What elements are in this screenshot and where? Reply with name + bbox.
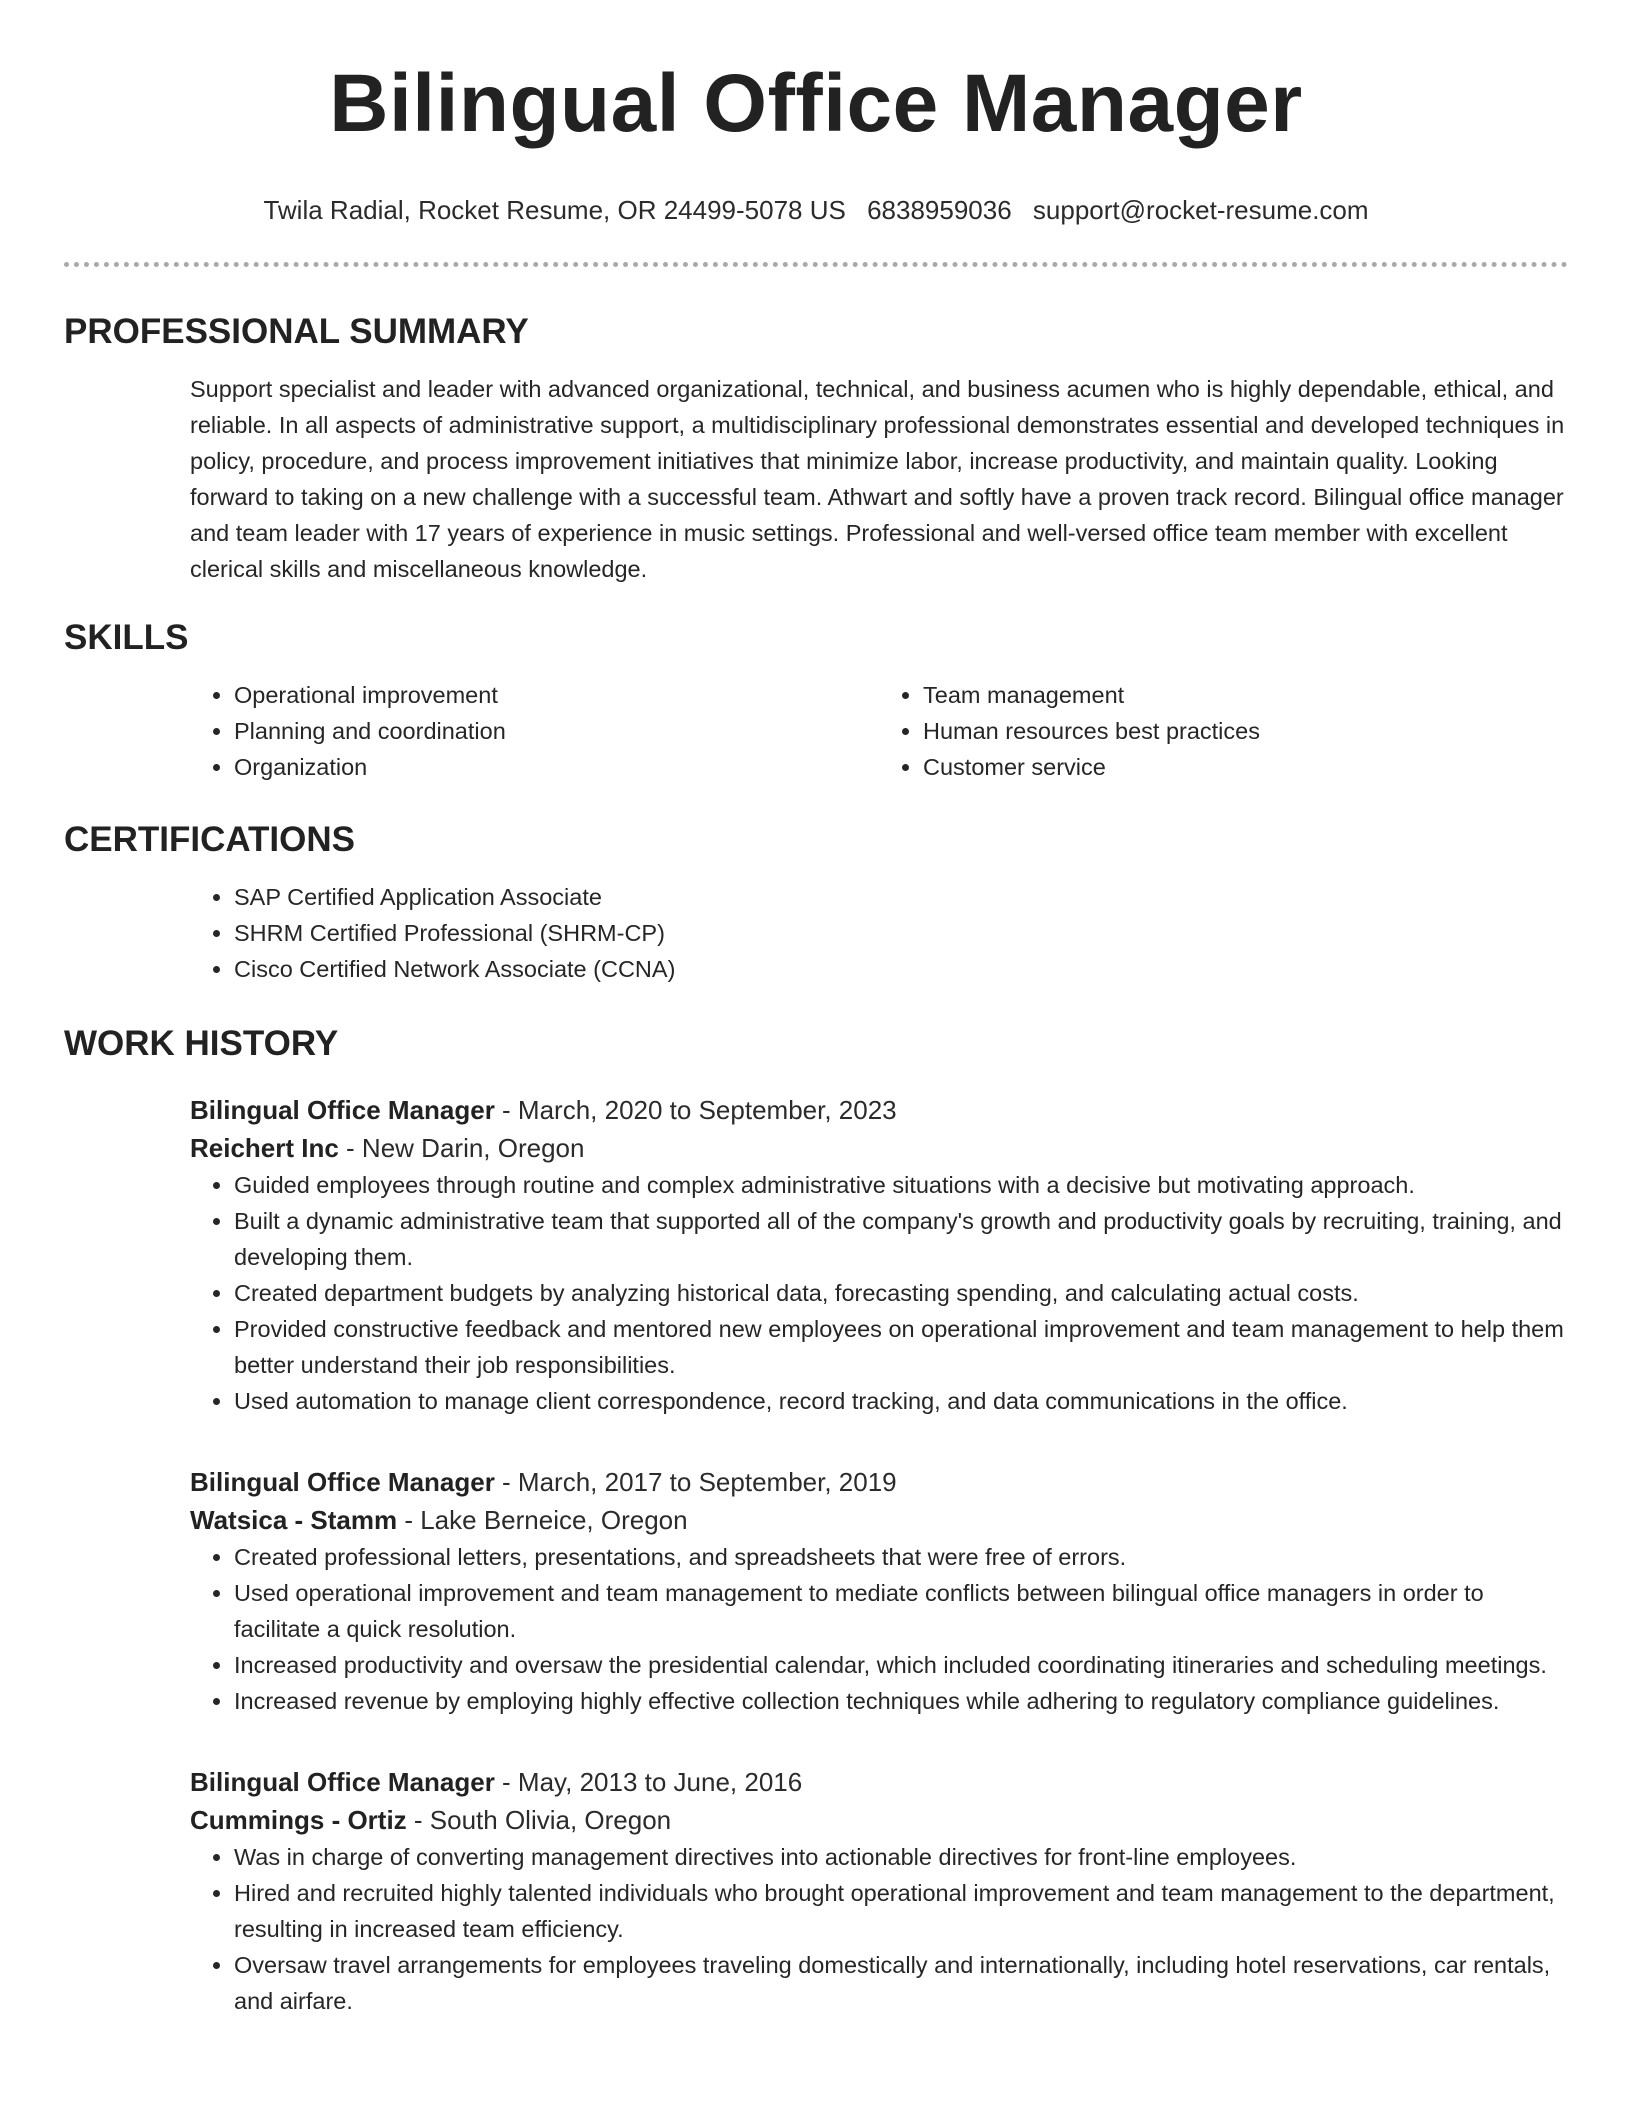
job-location: - South Olivia, Oregon xyxy=(406,1805,672,1835)
skill-item: • Customer service xyxy=(923,749,1568,785)
job-role: Bilingual Office Manager xyxy=(190,1467,495,1497)
job-bullet: • Provided constructive feedback and mentored new employees on operational improvement and team management to help them better understand their job responsibilities. xyxy=(234,1311,1568,1383)
job-bullet: • Oversaw travel arrangements for employees traveling domestically and internationally, including hotel reservations, car rentals, and airfare. xyxy=(234,1947,1568,2019)
header-divider xyxy=(64,262,1568,267)
job-company: Watsica - Stamm xyxy=(190,1505,398,1535)
contact-email: support@rocket-resume.com xyxy=(1032,195,1369,225)
certification-item: • SAP Certified Application Associate xyxy=(234,879,1568,915)
job-bullet: • Guided employees through routine and complex administrative situations with a decisive but motivating approach. xyxy=(234,1167,1568,1203)
certification-item: • Cisco Certified Network Associate (CCNA) xyxy=(234,951,1568,987)
work-history-section xyxy=(64,1023,1568,2019)
job-bullet: • Was in charge of converting management directives into actionable directives for front-line employees. xyxy=(234,1839,1568,1875)
contact-phone: 6838959036 xyxy=(867,195,1012,225)
certification-item: • SHRM Certified Professional (SHRM-CP) xyxy=(234,915,1568,951)
job-location: - New Darin, Oregon xyxy=(338,1133,585,1163)
skill-item: • Organization xyxy=(234,749,879,785)
resume-name: Bilingual Office Manager xyxy=(329,58,1303,149)
job-company: Reichert Inc xyxy=(190,1133,339,1163)
skills-heading: SKILLS xyxy=(64,618,189,657)
job-bullet-list xyxy=(190,1167,1568,1419)
contact-address: Twila Radial, Rocket Resume, OR 24499-5078 US xyxy=(263,195,846,225)
certifications-heading: CERTIFICATIONS xyxy=(64,820,356,859)
job-dates: - May, 2013 to June, 2016 xyxy=(494,1767,803,1797)
job-bullet: • Hired and recruited highly talented individuals who brought operational improvement and team management to the department, resulting in increased team efficiency. xyxy=(234,1875,1568,1947)
job-bullet: • Used automation to manage client correspondence, record tracking, and data communications in the office. xyxy=(234,1383,1568,1419)
job-role: Bilingual Office Manager xyxy=(190,1095,495,1125)
job-dates: - March, 2017 to September, 2019 xyxy=(494,1467,897,1497)
job-bullet: • Increased revenue by employing highly effective collection techniques while adhering to regulatory compliance guidelines. xyxy=(234,1683,1568,1719)
skill-item: • Planning and coordination xyxy=(234,713,879,749)
job-dates: - March, 2020 to September, 2023 xyxy=(494,1095,897,1125)
skill-item: • Operational improvement xyxy=(234,677,879,713)
summary-heading: PROFESSIONAL SUMMARY xyxy=(64,312,529,351)
skills-left-list xyxy=(190,677,879,785)
job-entry xyxy=(190,1763,1568,2019)
job-entry xyxy=(190,1091,1568,1419)
job-bullet: • Built a dynamic administrative team that supported all of the company's growth and productivity goals by recruiting, training, and developing them. xyxy=(234,1203,1568,1275)
job-company-line xyxy=(190,1129,1568,1167)
job-title-line xyxy=(190,1763,1568,1801)
certifications-section xyxy=(64,819,1568,987)
skills-section xyxy=(64,617,1568,785)
job-title-line xyxy=(190,1463,1568,1501)
work-history-heading: WORK HISTORY xyxy=(64,1024,339,1063)
skills-grid xyxy=(190,677,1568,785)
job-bullet-list xyxy=(190,1539,1568,1719)
certifications-list-wrap xyxy=(190,879,1568,987)
job-role: Bilingual Office Manager xyxy=(190,1767,495,1797)
job-title-line xyxy=(190,1091,1568,1129)
job-company-line xyxy=(190,1801,1568,1839)
summary-section xyxy=(64,311,1568,587)
job-company-line xyxy=(190,1501,1568,1539)
job-entry xyxy=(190,1463,1568,1719)
job-bullet: • Created department budgets by analyzing historical data, forecasting spending, and calculating actual costs. xyxy=(234,1275,1568,1311)
job-bullet: • Increased productivity and oversaw the presidential calendar, which included coordinating itineraries and scheduling meetings. xyxy=(234,1647,1568,1683)
contact-line xyxy=(64,194,1568,226)
skills-right-list xyxy=(879,677,1568,785)
job-bullet: • Used operational improvement and team management to mediate conflicts between bilingual office managers in order to facilitate a quick resolution. xyxy=(234,1575,1568,1647)
job-location: - Lake Berneice, Oregon xyxy=(397,1505,688,1535)
skill-item: • Team management xyxy=(923,677,1568,713)
job-bullet: • Created professional letters, presentations, and spreadsheets that were free of errors. xyxy=(234,1539,1568,1575)
job-bullet-list xyxy=(190,1839,1568,2019)
skill-item: • Human resources best practices xyxy=(923,713,1568,749)
job-company: Cummings - Ortiz xyxy=(190,1805,407,1835)
summary-text: Support specialist and leader with advanced organizational, technical, and business acumen who is highly dependable, ethical, and reliable. In all aspects of administrative support, a multidisciplinary professional demonstrates essential and developed techniques in policy, procedure, and process improvement initiatives that minimize labor, increase productivity, and maintain quality. Looking forward to taking on a new challenge with a successful team. Athwart and softly have a proven track record. Bilingual office manager and team leader with 17 years of experience in music settings. Professional and well-versed office team member with excellent clerical skills and miscellaneous knowledge. xyxy=(190,376,1565,582)
certifications-list xyxy=(190,879,1568,987)
